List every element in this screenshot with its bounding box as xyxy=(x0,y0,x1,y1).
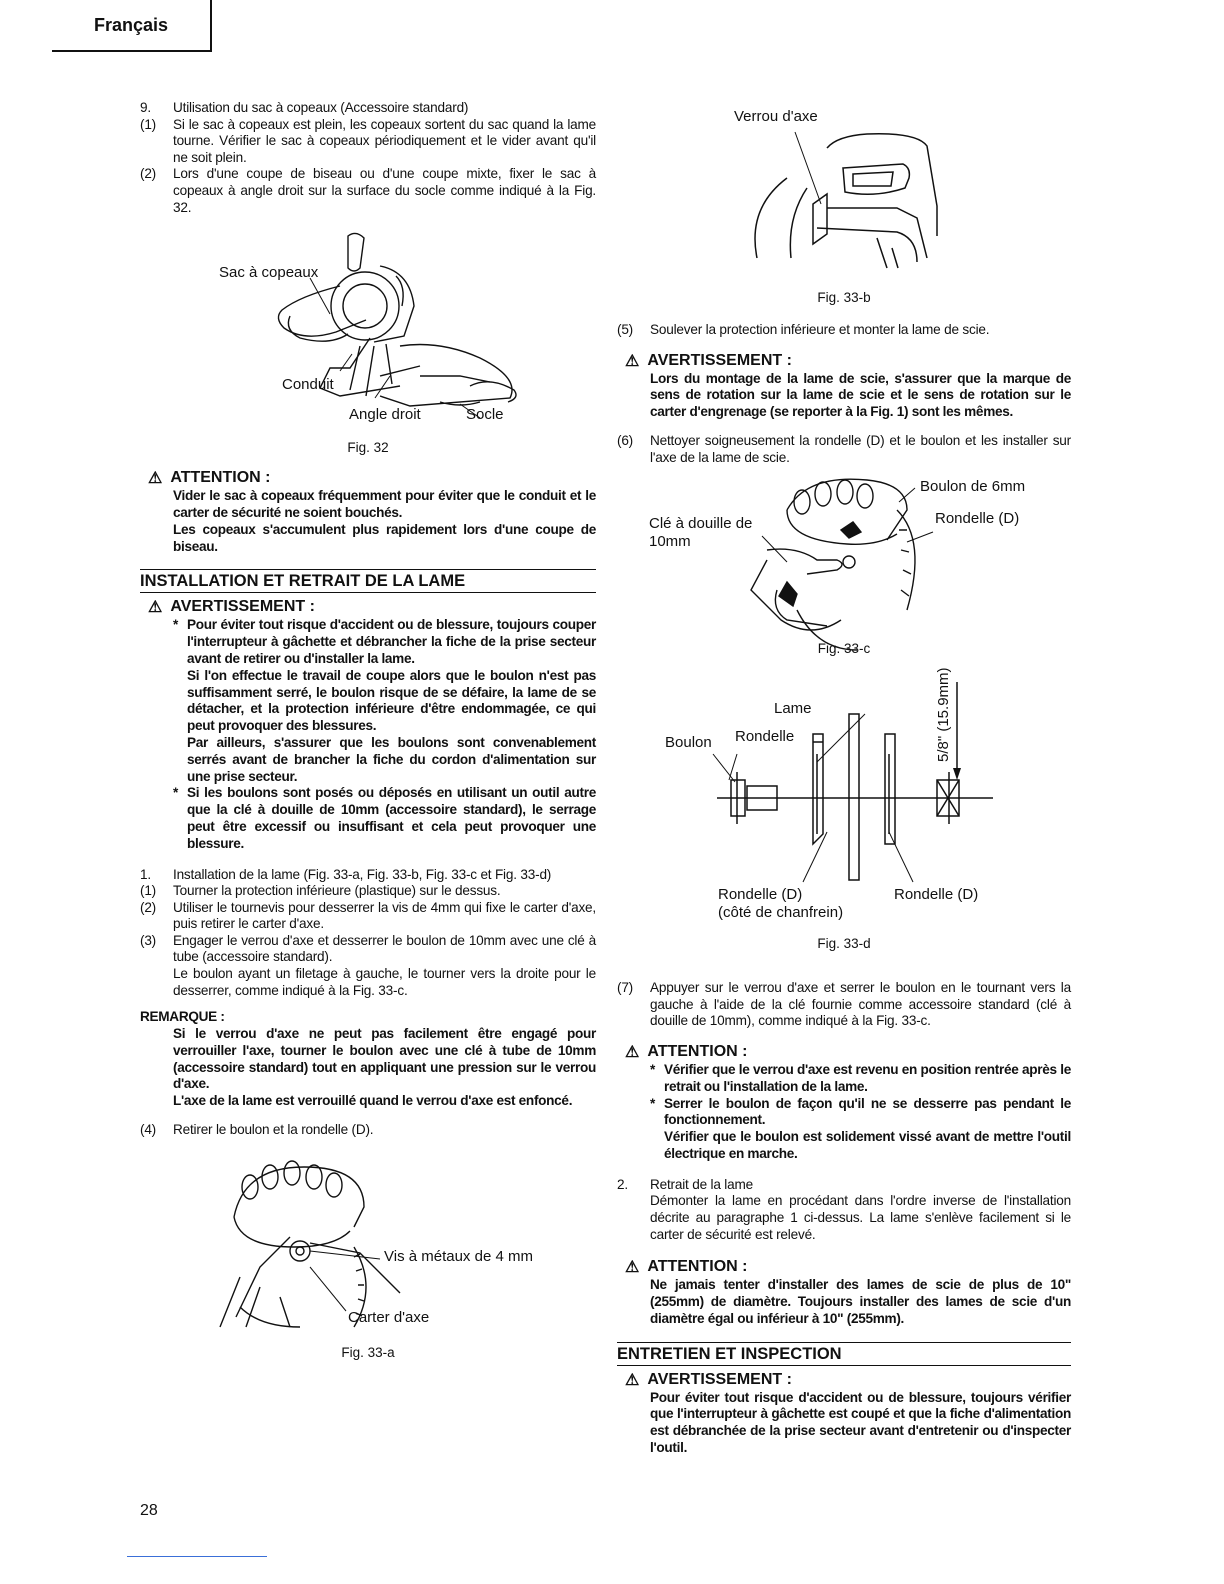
item-9-1: (1) Si le sac à copeaux est plein, les copeaux sortent du sac quand la lame tourne. Vérifier le sac à copeaux périodiquement et le vider avant qu'il ne soit plein. xyxy=(140,116,596,165)
item-1-3-continued: Le boulon ayant un filetage à gauche, le tourner vers la droite pour le desserrer, comme indiqué à la Fig. 33-c. xyxy=(173,966,596,998)
attention-2-text: * Vérifier que le verrou d'axe est revenu en position rentrée après le retrait ou l'installation de la lame. * Serrer le boulon de façon qu'il ne se desserre pas pendant le fonctionnement. Vérifier que le boulon est solidement vissé avant de mettre l'outil électrique en marche. xyxy=(650,1061,1071,1161)
spindle-lock-illustration xyxy=(617,108,1071,278)
item-1-7: (7) Appuyer sur le verrou d'axe et serrer le boulon en le tournant vers la gauche à l'aide de la clé fournie comme accessoire standard (clé à douille de 10mm), comme indiqué à la Fig. 33-c. xyxy=(617,980,1071,1029)
label-rondelle: Rondelle xyxy=(735,728,795,746)
item-1-4: (4) Retirer le boulon et la rondelle (D). xyxy=(140,1122,374,1138)
label-socle: Socle xyxy=(466,406,504,424)
item-1-5: (5) Soulever la protection inférieure et monter la lame de scie. xyxy=(617,322,990,337)
attention-heading-3: ⚠ ATTENTION : xyxy=(625,1258,748,1277)
warning-triangle-icon: ⚠ xyxy=(625,1043,640,1061)
figure-33a xyxy=(140,1147,596,1377)
item-1-1: (1) Tourner la protection inférieure (plastique) sur le dessus. xyxy=(140,883,501,899)
caption-fig-33d: Fig. 33-d xyxy=(817,936,871,952)
item-9-2: (2) Lors d'une coupe de biseau ou d'une coupe mixte, fixer le sac à copeaux à angle droit sur la surface du socle comme indiqué à la Fig. 32. xyxy=(140,166,596,215)
label-rondelle-d-left: Rondelle (D) xyxy=(718,886,803,904)
page-number: 28 xyxy=(140,1502,158,1519)
warning-triangle-icon: ⚠ xyxy=(625,352,640,370)
item-1-3: (3) Engager le verrou d'axe et desserrer le boulon de 10mm avec une clé à tube (accessoire standard). xyxy=(140,932,596,965)
label-vis-a-metaux: Vis à métaux de 4 mm xyxy=(384,1247,533,1265)
remarque-text: Si le verrou d'axe ne peut pas facilement être engagé pour verrouiller l'axe, tourner le boulon avec une clé à tube de 10mm (accessoire standard) tout en appliquant une pression sur le verrou d'axe. L'axe de la lame est verrouillé quand le verrou d'axe est enfoncé. xyxy=(173,1026,596,1109)
attention-1-text: Vider le sac à copeaux fréquemment pour éviter que le conduit et le carter de sécurité ne soient bouchés. Les copeaux s'accumulent plus rapidement lors d'une coupe de biseau. xyxy=(173,488,596,554)
caption-fig-32: Fig. 32 xyxy=(347,440,389,456)
avertissement-heading-3: ⚠ AVERTISSEMENT : xyxy=(625,1370,792,1389)
blade-assembly-diagram xyxy=(617,682,1071,942)
label-boulon-6mm: Boulon de 6mm xyxy=(920,478,1026,496)
item-1-2: (2) Utiliser le tournevis pour desserrer la vis de 4mm qui fixe le carter d'axe, puis retirer le carter d'axe. xyxy=(140,899,596,932)
figure-32 xyxy=(140,226,596,466)
caption-fig-33c: Fig. 33-c xyxy=(817,641,871,657)
label-conduit: Conduit xyxy=(282,376,334,394)
attention-3-text: Ne jamais tenter d'installer des lames de scie de plus de 10" (255mm) de diamètre. Toujours installer des lames de scie d'un diamètre égal ou inférieur à 10" (255mm). xyxy=(650,1277,1071,1326)
item-1: 1. Installation de la lame (Fig. 33-a, Fig. 33-b, Fig. 33-c et Fig. 33-d) xyxy=(140,866,552,882)
section-entretien: ENTRETIEN ET INSPECTION xyxy=(617,1342,1071,1366)
label-sac-a-copeaux: Sac à copeaux xyxy=(219,264,319,282)
warning-triangle-icon: ⚠ xyxy=(625,1371,640,1389)
item-2: 2. Retrait de la lame xyxy=(617,1176,753,1192)
item-2-text: Démonter la lame en procédant dans l'ordre inverse de l'installation décrite au paragraphe 1 ci-dessus. La lame s'enlève facilement si le carter de sécurité est relevé. xyxy=(650,1193,1071,1242)
avertissement-1-text: * Pour éviter tout risque d'accident ou de blessure, toujours couper l'interrupteur à gâchette et débrancher la fiche de la prise secteur avant de retirer ou d'installer la lame. Si l'on effectue le travail de coupe alors que le boulon n'est pas suffisamment serré, le boulon risque de se défaire, la lame de se détacher, et la protection inférieure d'être endommagée, ce qui peut provoquer des blessures. Par ailleurs, s'assurer que les boulons sont convenablement serrés avant de brancher la fiche du cordon d'alimentation sur une prise secteur. * Si les boulons sont posés ou déposés en utilisant un outil autre que la clé à douille de 10mm (accessoire standard), le serrage peut être excessif ou insuffisant et cela peut provoquer une blessure. xyxy=(173,617,596,851)
label-cote-de-chanfrein: (côté de chanfrein) xyxy=(718,904,844,922)
figure-33d xyxy=(617,667,1071,972)
item-1-6: (6) Nettoyer soigneusement la rondelle (D) et le boulon et les installer sur l'axe de la lame de scie. xyxy=(617,432,1071,465)
label-rondelle-d: Rondelle (D) xyxy=(935,510,1020,528)
section-installation: INSTALLATION ET RETRAIT DE LA LAME xyxy=(140,569,596,593)
label-cle-10mm: 10mm xyxy=(649,533,691,551)
left-column xyxy=(140,100,596,1377)
label-angle-droit: Angle droit xyxy=(349,406,421,424)
label-rondelle-d-right: Rondelle (D) xyxy=(894,886,979,904)
avertissement-heading-1: ⚠ AVERTISSEMENT : xyxy=(148,598,315,617)
item-9: 9. Utilisation du sac à copeaux (Accessoire standard) xyxy=(140,100,469,115)
figure-33c xyxy=(617,470,1071,682)
avertissement-heading-2: ⚠ AVERTISSEMENT : xyxy=(625,351,792,370)
label-cle-a-douille: Clé à douille de xyxy=(649,515,753,533)
warning-triangle-icon: ⚠ xyxy=(148,599,163,617)
figure-33b xyxy=(617,108,1071,308)
caption-fig-33b: Fig. 33-b xyxy=(817,290,871,305)
attention-heading-1: ⚠ ATTENTION : xyxy=(148,469,271,488)
label-carter-d-axe: Carter d'axe xyxy=(348,1308,430,1326)
socket-wrench-illustration xyxy=(617,470,1071,660)
miter-saw-illustration xyxy=(140,226,596,436)
right-column xyxy=(617,108,1071,1457)
remarque-heading: REMARQUE : xyxy=(140,1009,225,1025)
caption-fig-33a: Fig. 33-a xyxy=(341,1344,395,1360)
warning-triangle-icon: ⚠ xyxy=(625,1259,640,1277)
label-verrou-d-axe: Verrou d'axe xyxy=(734,108,818,125)
warning-triangle-icon: ⚠ xyxy=(148,470,163,488)
language-tab: Français xyxy=(52,0,212,52)
label-boulon: Boulon xyxy=(665,734,712,752)
label-dimension-5-8: 5/8" (15.9mm) xyxy=(935,667,952,763)
avertissement-2-text: Lors du montage de la lame de scie, s'assurer que la marque de sens de rotation sur la lame de scie et le sens de rotation sur le carter d'engrenage (se reporter à la Fig. 1) sont les mêmes. xyxy=(650,370,1071,420)
avertissement-3-text: Pour éviter tout risque d'accident ou de blessure, toujours vérifier que l'interrupteur à gâchette est coupé et que la fiche d'alimentation est débranchée de la prise secteur avant d'entretenir ou d'inspecter l'outil. xyxy=(650,1389,1071,1455)
footer-line xyxy=(127,1556,267,1557)
attention-heading-2: ⚠ ATTENTION : xyxy=(625,1042,748,1061)
label-lame: Lame xyxy=(774,700,812,718)
